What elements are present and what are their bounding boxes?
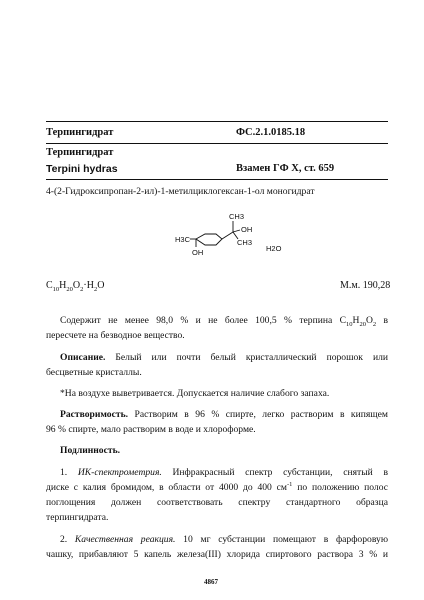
solubility-line-2: 96 % спирте, мало растворим в воде и хлороформе. [46,424,256,435]
ir-line-4: терпингидрата. [46,512,109,523]
description-line-1: Описание. Белый или почти белый кристаллический порошок или [60,352,388,363]
reaction-line-2: чашку, прибавляют 5 капель железа(III) хлорида спиртового раствора 3 % и [46,549,388,560]
identification-heading: Подлинность. [60,445,121,456]
ring-to-carbon-bond [222,232,233,239]
page-number: 4867 [204,578,218,586]
label-oh-bottom: OH [192,248,204,257]
structural-formula-diagram [168,205,288,273]
article-name: Терпингидрат [46,127,114,138]
header-divider [46,143,388,144]
description-line-2: бесцветные кристаллы. [46,367,142,378]
ir-line-3: поглощения должен соответствовать спектру стандартного образца [46,497,388,508]
latin-name: Terpini hydras [46,163,118,175]
label-h3c: H3C [175,235,191,244]
header-top-rule [46,121,388,122]
label-ch3-bottom: CH3 [237,238,253,247]
monograph-code: ФС.2.1.0185.18 [236,127,306,138]
ir-line-1: 1. ИК-спектрометрия. Инфракрасный спектр субстанции, снятый в [60,467,389,478]
cyclohexane-ring [196,234,222,245]
air-note: *На воздухе выветривается. Допускается наличие слабого запаха. [60,388,330,399]
content-line-1: Содержит не менее 98,0 % и не более 100,5 % терпина $C_{10}H_{20}O_2$ в [60,315,388,328]
header-bottom-rule [46,179,388,180]
ir-line-2: диске с калия бромидом, в области от 4000 до 400 $см^{-1}$ по положению полос [46,480,389,493]
label-oh-right: OH [241,225,253,234]
chemical-name: 4-(2-Гидроксипропан-2-ил)-1-метилциклогексан-1-ол моногидрат [46,186,315,197]
label-ch3-top: CH3 [229,212,245,221]
replaces-note: Взамен ГФ X, ст. 659 [236,163,335,174]
molar-mass: М.м. 190,28 [340,280,391,291]
article-name-repeat: Терпингидрат [46,147,114,158]
molecular-formula: $C_{10}H_{20}O_2\cdot H_2O$ [46,280,105,293]
carbon-to-oh-bond [233,230,240,232]
solubility-line-1: Растворимость. Растворим в 96 % спирте, легко растворим в кипящем [60,409,388,420]
label-water: H2O [266,244,282,253]
reaction-line-1: 2. Качественная реакция. 10 мг субстанции помещают в фарфоровую [60,534,388,545]
content-line-2: пересчете на безводное вещество. [46,330,185,341]
